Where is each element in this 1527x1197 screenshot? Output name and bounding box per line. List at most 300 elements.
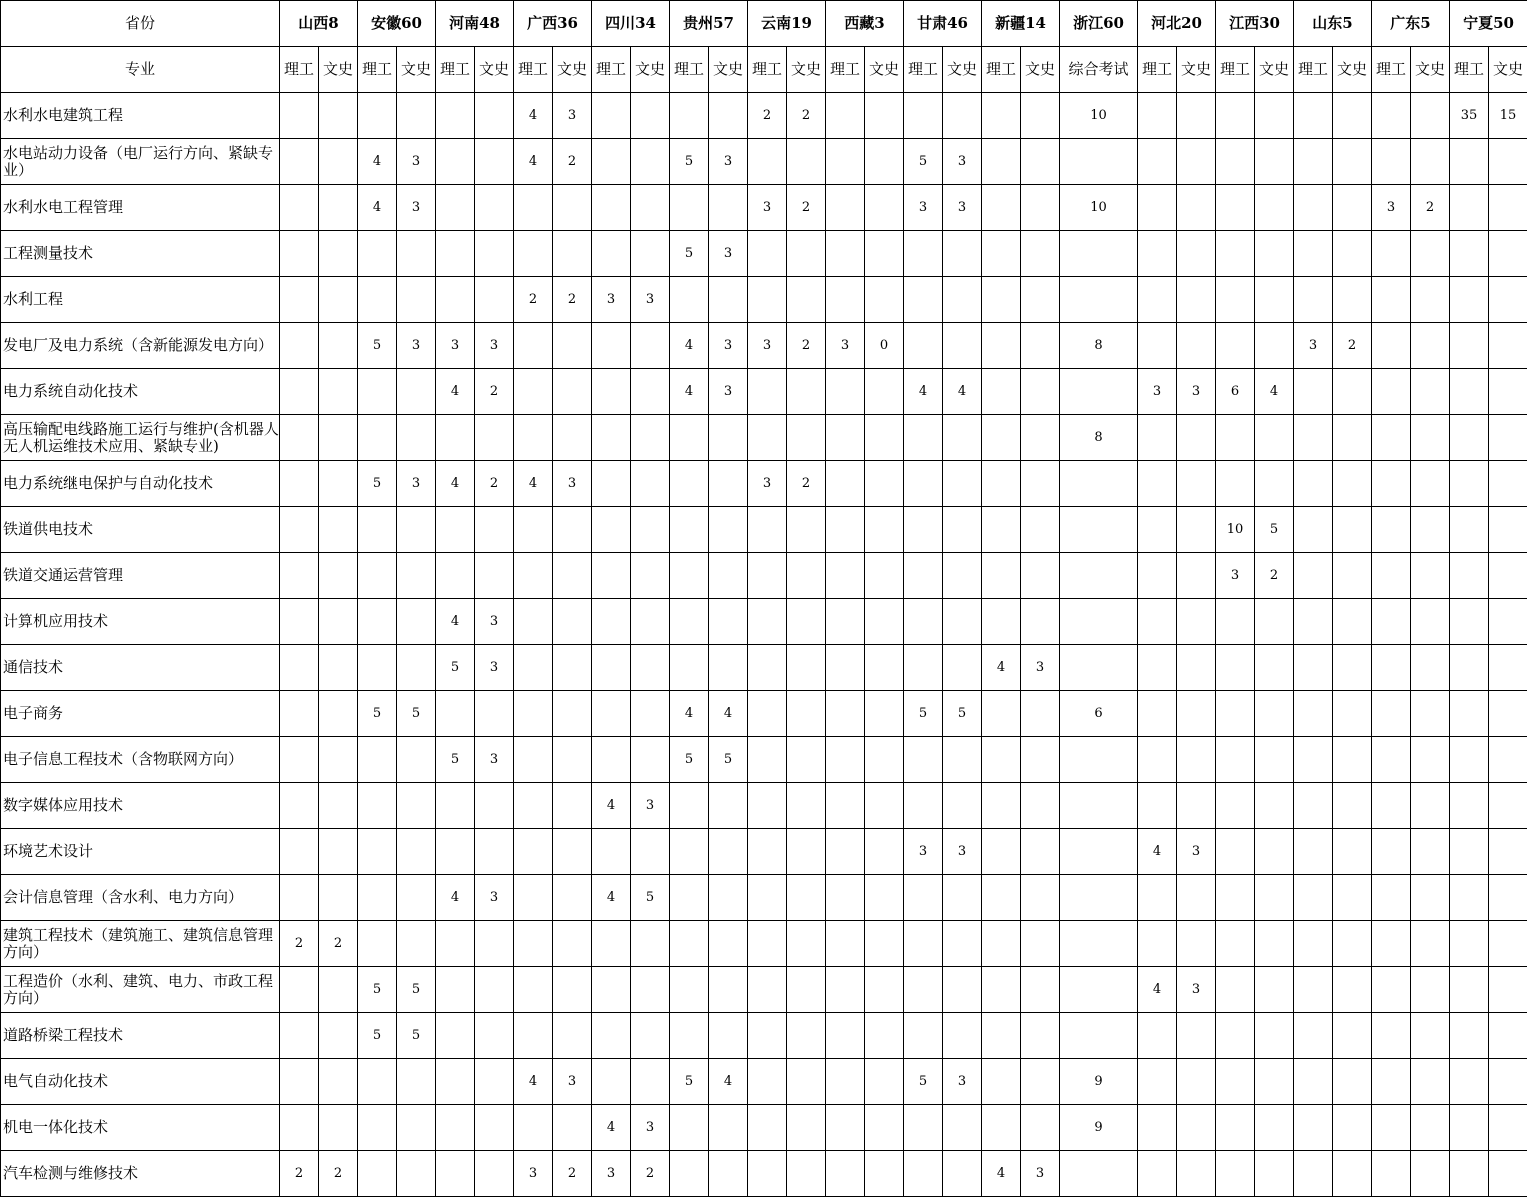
province-header: 云南19: [748, 1, 826, 47]
quota-cell: [1372, 645, 1411, 691]
quota-cell: [904, 967, 943, 1013]
quota-cell: [1294, 93, 1333, 139]
major-name: 电子信息工程技术（含物联网方向）: [1, 737, 280, 783]
quota-cell: [1450, 507, 1489, 553]
quota-cell: 2: [787, 323, 826, 369]
quota-cell: [1255, 691, 1294, 737]
quota-cell: [1450, 185, 1489, 231]
quota-cell: [436, 93, 475, 139]
subject-type-header: 文史: [1411, 47, 1450, 93]
quota-cell: [826, 1151, 865, 1197]
quota-cell: [1489, 415, 1527, 461]
quota-cell: [1450, 967, 1489, 1013]
quota-cell: [631, 185, 670, 231]
major-name: 水电站动力设备（电厂运行方向、紧缺专业）: [1, 139, 280, 185]
quota-cell: [1489, 1151, 1527, 1197]
quota-cell: [631, 507, 670, 553]
quota-cell: 0: [865, 323, 904, 369]
quota-cell: [631, 139, 670, 185]
major-name: 铁道供电技术: [1, 507, 280, 553]
subject-type-header: 文史: [319, 47, 358, 93]
quota-cell: [1177, 1059, 1216, 1105]
quota-cell: [1216, 93, 1255, 139]
quota-cell: [1255, 967, 1294, 1013]
quota-cell: [1021, 553, 1060, 599]
quota-cell: 3: [592, 1151, 631, 1197]
quota-cell: [982, 185, 1021, 231]
quota-cell: [1255, 93, 1294, 139]
quota-cell: [319, 783, 358, 829]
quota-cell: [826, 93, 865, 139]
quota-cell: [631, 323, 670, 369]
quota-cell: [280, 185, 319, 231]
quota-cell: [826, 231, 865, 277]
quota-cell: [865, 93, 904, 139]
quota-cell: [826, 875, 865, 921]
quota-cell: [553, 553, 592, 599]
quota-cell: [1372, 599, 1411, 645]
quota-cell: [1216, 1059, 1255, 1105]
quota-cell: [319, 691, 358, 737]
quota-cell: [475, 1151, 514, 1197]
quota-cell: [475, 783, 514, 829]
subject-type-header: 文史: [1177, 47, 1216, 93]
quota-cell: 3: [709, 323, 748, 369]
quota-cell: [943, 93, 982, 139]
quota-cell: [982, 921, 1021, 967]
quota-cell: [592, 553, 631, 599]
quota-cell: [319, 967, 358, 1013]
quota-cell: 2: [319, 921, 358, 967]
quota-cell: 5: [904, 139, 943, 185]
quota-cell: [904, 231, 943, 277]
quota-cell: [865, 369, 904, 415]
quota-cell: 4: [670, 369, 709, 415]
quota-cell: [319, 1059, 358, 1105]
quota-cell: [982, 1105, 1021, 1151]
quota-cell: [1021, 875, 1060, 921]
quota-cell: [709, 921, 748, 967]
quota-cell: [904, 507, 943, 553]
quota-cell: [1177, 1013, 1216, 1059]
quota-cell: [1216, 1151, 1255, 1197]
quota-cell: [1333, 829, 1372, 875]
subject-type-header: 理工: [1450, 47, 1489, 93]
quota-cell: 2: [319, 1151, 358, 1197]
quota-cell: [553, 231, 592, 277]
quota-cell: [904, 277, 943, 323]
quota-cell: [319, 185, 358, 231]
table-row: [1, 783, 1527, 829]
quota-cell: [787, 277, 826, 323]
quota-cell: [358, 553, 397, 599]
quota-cell: [943, 1013, 982, 1059]
quota-cell: [1450, 1059, 1489, 1105]
quota-cell: [787, 553, 826, 599]
quota-cell: [1294, 645, 1333, 691]
quota-cell: [397, 599, 436, 645]
quota-cell: [787, 967, 826, 1013]
quota-cell: [1021, 599, 1060, 645]
quota-cell: 3: [1177, 829, 1216, 875]
subject-type-header: 理工: [1216, 47, 1255, 93]
quota-cell: 2: [553, 277, 592, 323]
quota-cell: [436, 277, 475, 323]
quota-cell: [1021, 231, 1060, 277]
quota-cell: [865, 645, 904, 691]
quota-cell: [553, 415, 592, 461]
quota-cell: 4: [592, 875, 631, 921]
quota-cell: [1255, 875, 1294, 921]
quota-cell: [787, 139, 826, 185]
quota-cell: [280, 1013, 319, 1059]
quota-cell: [631, 737, 670, 783]
quota-cell: [358, 875, 397, 921]
quota-cell: 3: [553, 93, 592, 139]
quota-cell: [592, 185, 631, 231]
quota-cell: 4: [514, 1059, 553, 1105]
quota-cell: [1138, 277, 1177, 323]
quota-cell: [670, 921, 709, 967]
quota-cell: 5: [397, 691, 436, 737]
quota-cell: [1411, 783, 1450, 829]
quota-cell: 2: [787, 185, 826, 231]
quota-cell: [748, 921, 787, 967]
quota-cell: [631, 967, 670, 1013]
quota-cell: [1333, 599, 1372, 645]
quota-cell: [748, 415, 787, 461]
quota-cell: 5: [1255, 507, 1294, 553]
quota-cell: [1255, 599, 1294, 645]
quota-cell: [1411, 415, 1450, 461]
quota-cell: [1372, 1059, 1411, 1105]
quota-cell: [592, 737, 631, 783]
quota-cell: [280, 1105, 319, 1151]
table-row: [1, 415, 1527, 461]
quota-cell: [475, 1013, 514, 1059]
quota-cell: [280, 461, 319, 507]
quota-cell: [1411, 1059, 1450, 1105]
quota-cell: [1372, 461, 1411, 507]
quota-cell: [436, 783, 475, 829]
quota-cell: [631, 553, 670, 599]
quota-cell: [904, 645, 943, 691]
quota-cell: [1450, 599, 1489, 645]
quota-cell: [1450, 691, 1489, 737]
quota-cell: 3: [514, 1151, 553, 1197]
quota-cell: [982, 369, 1021, 415]
quota-cell: [514, 1105, 553, 1151]
quota-cell: [1450, 829, 1489, 875]
table-row: [1, 369, 1527, 415]
quota-cell: 3: [631, 277, 670, 323]
quota-cell: 2: [631, 1151, 670, 1197]
quota-cell: [982, 691, 1021, 737]
quota-cell: [1372, 967, 1411, 1013]
quota-cell: [1060, 139, 1138, 185]
quota-cell: [1489, 1059, 1527, 1105]
subject-type-header: 理工: [1294, 47, 1333, 93]
quota-cell: [280, 599, 319, 645]
quota-cell: [1060, 1013, 1138, 1059]
quota-cell: [592, 231, 631, 277]
quota-cell: [1372, 875, 1411, 921]
quota-cell: [826, 1013, 865, 1059]
subject-type-header: 文史: [475, 47, 514, 93]
quota-cell: [943, 461, 982, 507]
quota-cell: [787, 737, 826, 783]
quota-cell: [982, 93, 1021, 139]
quota-cell: [865, 1151, 904, 1197]
quota-cell: [631, 231, 670, 277]
quota-cell: 5: [904, 691, 943, 737]
quota-cell: [514, 185, 553, 231]
table-row: [1, 1059, 1527, 1105]
quota-cell: 5: [670, 1059, 709, 1105]
quota-cell: [631, 645, 670, 691]
quota-cell: [748, 277, 787, 323]
quota-cell: [826, 139, 865, 185]
quota-cell: [865, 829, 904, 875]
quota-cell: [1372, 231, 1411, 277]
province-header: 安徽60: [358, 1, 436, 47]
quota-cell: [1255, 1151, 1294, 1197]
quota-cell: [1411, 139, 1450, 185]
quota-cell: [475, 231, 514, 277]
province-header: 江西30: [1216, 1, 1294, 47]
subject-type-header: 理工: [514, 47, 553, 93]
quota-cell: [592, 829, 631, 875]
quota-cell: 6: [1060, 691, 1138, 737]
quota-cell: [514, 369, 553, 415]
quota-cell: [1489, 599, 1527, 645]
table-row: [1, 277, 1527, 323]
quota-cell: [553, 691, 592, 737]
quota-cell: [748, 231, 787, 277]
quota-cell: 3: [748, 323, 787, 369]
quota-cell: [319, 1105, 358, 1151]
quota-cell: [787, 691, 826, 737]
quota-cell: [397, 231, 436, 277]
quota-cell: [1411, 93, 1450, 139]
quota-cell: 3: [1021, 645, 1060, 691]
quota-cell: [1138, 323, 1177, 369]
quota-cell: 4: [514, 139, 553, 185]
table-row: [1, 599, 1527, 645]
quota-cell: 5: [631, 875, 670, 921]
quota-cell: [787, 1105, 826, 1151]
quota-cell: [397, 93, 436, 139]
quota-cell: [1216, 185, 1255, 231]
quota-cell: [475, 1059, 514, 1105]
quota-cell: 3: [1294, 323, 1333, 369]
quota-cell: [319, 829, 358, 875]
quota-cell: [982, 277, 1021, 323]
quota-cell: 5: [436, 645, 475, 691]
quota-cell: [475, 921, 514, 967]
quota-cell: [787, 231, 826, 277]
quota-cell: [1294, 277, 1333, 323]
quota-cell: 3: [475, 599, 514, 645]
quota-cell: [904, 415, 943, 461]
quota-cell: 3: [553, 461, 592, 507]
quota-cell: [865, 599, 904, 645]
quota-cell: [1060, 737, 1138, 783]
quota-cell: 4: [670, 323, 709, 369]
quota-cell: [1021, 415, 1060, 461]
quota-cell: [592, 507, 631, 553]
quota-cell: [553, 921, 592, 967]
quota-cell: [1060, 369, 1138, 415]
quota-cell: [592, 139, 631, 185]
quota-cell: [280, 967, 319, 1013]
quota-cell: [1177, 323, 1216, 369]
subject-type-header: 理工: [982, 47, 1021, 93]
table-row: [1, 691, 1527, 737]
quota-cell: [1489, 875, 1527, 921]
quota-cell: [1255, 1059, 1294, 1105]
quota-cell: 3: [592, 277, 631, 323]
quota-cell: [1411, 461, 1450, 507]
quota-cell: [1450, 783, 1489, 829]
quota-cell: 5: [358, 967, 397, 1013]
table-row: [1, 461, 1527, 507]
quota-cell: 4: [1138, 829, 1177, 875]
quota-cell: [826, 691, 865, 737]
quota-cell: [1216, 277, 1255, 323]
quota-cell: [943, 967, 982, 1013]
quota-cell: [1372, 553, 1411, 599]
province-header: 宁夏50: [1450, 1, 1527, 47]
quota-cell: [1294, 369, 1333, 415]
quota-cell: [1294, 415, 1333, 461]
quota-cell: [1216, 231, 1255, 277]
quota-cell: [1021, 1059, 1060, 1105]
quota-cell: [1411, 1105, 1450, 1151]
quota-cell: [826, 415, 865, 461]
quota-cell: [592, 1013, 631, 1059]
quota-cell: 5: [436, 737, 475, 783]
quota-cell: [787, 1059, 826, 1105]
quota-cell: [553, 967, 592, 1013]
quota-cell: [553, 323, 592, 369]
quota-cell: [1411, 1151, 1450, 1197]
quota-cell: [280, 737, 319, 783]
quota-cell: [670, 277, 709, 323]
quota-cell: [1411, 369, 1450, 415]
quota-cell: 4: [436, 875, 475, 921]
quota-cell: [436, 507, 475, 553]
quota-cell: [1060, 921, 1138, 967]
quota-cell: [631, 1059, 670, 1105]
quota-cell: [670, 1105, 709, 1151]
quota-cell: [1489, 967, 1527, 1013]
quota-cell: [514, 415, 553, 461]
quota-cell: [709, 1013, 748, 1059]
quota-cell: [358, 645, 397, 691]
quota-cell: [1489, 507, 1527, 553]
subject-type-header: 理工: [592, 47, 631, 93]
quota-cell: 5: [397, 967, 436, 1013]
quota-cell: [1177, 921, 1216, 967]
quota-cell: [358, 231, 397, 277]
quota-cell: [397, 921, 436, 967]
quota-cell: [709, 967, 748, 1013]
quota-cell: 4: [982, 1151, 1021, 1197]
quota-cell: 3: [1216, 553, 1255, 599]
quota-cell: [826, 967, 865, 1013]
quota-cell: [553, 185, 592, 231]
quota-cell: [280, 139, 319, 185]
quota-cell: [1489, 1105, 1527, 1151]
quota-cell: [1489, 461, 1527, 507]
quota-cell: [982, 829, 1021, 875]
quota-cell: 5: [397, 1013, 436, 1059]
quota-cell: [670, 185, 709, 231]
quota-cell: [592, 691, 631, 737]
quota-cell: [1138, 185, 1177, 231]
quota-cell: [982, 599, 1021, 645]
quota-cell: [943, 1105, 982, 1151]
quota-cell: [1138, 139, 1177, 185]
table-row: [1, 875, 1527, 921]
subject-type-header: 理工: [436, 47, 475, 93]
quota-cell: [748, 829, 787, 875]
major-name: 电子商务: [1, 691, 280, 737]
quota-cell: [904, 461, 943, 507]
quota-cell: [1216, 139, 1255, 185]
quota-cell: [1021, 921, 1060, 967]
quota-cell: [1450, 277, 1489, 323]
subject-type-header: 理工: [748, 47, 787, 93]
quota-cell: [943, 507, 982, 553]
quota-cell: [319, 737, 358, 783]
quota-cell: [1177, 599, 1216, 645]
quota-cell: [1450, 369, 1489, 415]
quota-cell: 3: [709, 369, 748, 415]
quota-cell: 5: [943, 691, 982, 737]
quota-cell: [436, 1105, 475, 1151]
quota-cell: [514, 1013, 553, 1059]
province-header: 新疆14: [982, 1, 1060, 47]
table-row: [1, 967, 1527, 1013]
quota-cell: [358, 1105, 397, 1151]
quota-cell: [670, 599, 709, 645]
major-name: 水利水电建筑工程: [1, 93, 280, 139]
quota-cell: [280, 277, 319, 323]
quota-cell: 2: [280, 1151, 319, 1197]
quota-cell: [1450, 1151, 1489, 1197]
table-row: [1, 139, 1527, 185]
quota-cell: [1489, 185, 1527, 231]
quota-cell: [1255, 783, 1294, 829]
quota-cell: [904, 599, 943, 645]
quota-cell: [904, 875, 943, 921]
quota-cell: [553, 829, 592, 875]
quota-cell: 3: [553, 1059, 592, 1105]
quota-cell: [397, 1151, 436, 1197]
quota-cell: [670, 461, 709, 507]
quota-cell: [436, 967, 475, 1013]
major-name: 铁道交通运营管理: [1, 553, 280, 599]
quota-cell: [1216, 921, 1255, 967]
quota-cell: [787, 599, 826, 645]
quota-cell: [1021, 507, 1060, 553]
quota-cell: 4: [943, 369, 982, 415]
quota-cell: [436, 185, 475, 231]
quota-cell: 5: [670, 737, 709, 783]
quota-cell: [1333, 737, 1372, 783]
